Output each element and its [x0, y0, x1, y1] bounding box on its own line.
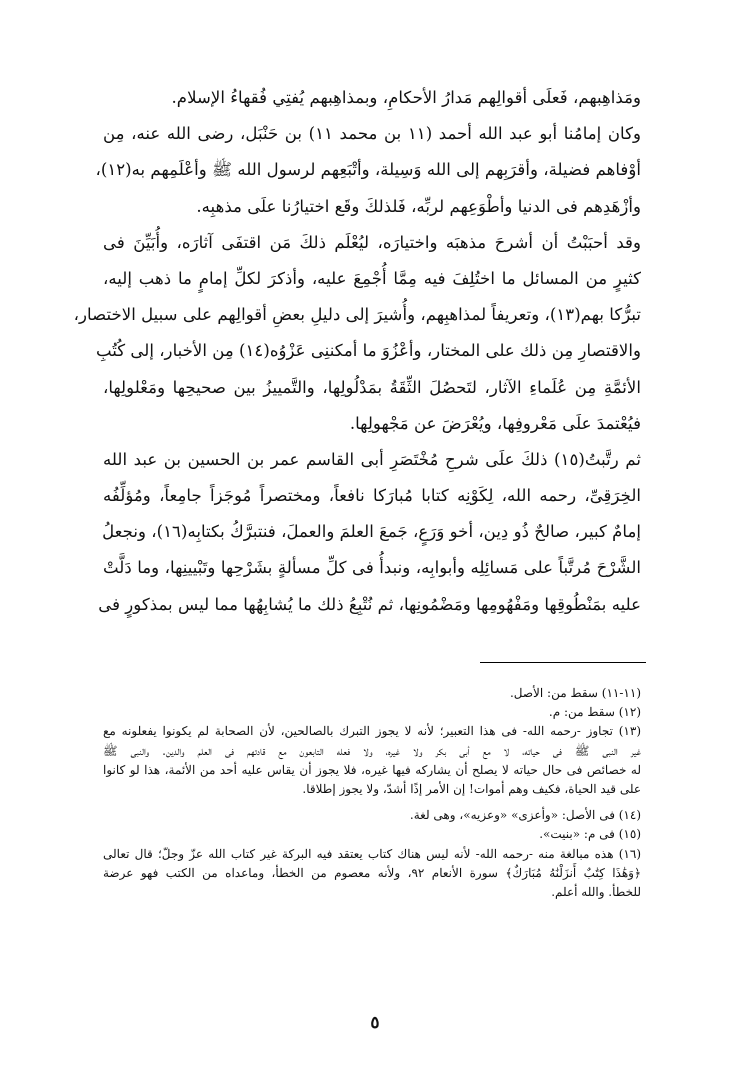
footnote-line: له خصائص فى حال حياته لا يصلح أن يشاركه فيها غيره، فلا يجوز أن يقاس عليه أحد من الأئمة، هذا لو كانوا: [103, 762, 641, 777]
footnote-line: على قيد الحياة، فكيف وهم أموات! إن الأمر إذًا أشدّ، ولا يجوز إطلاقا.: [302, 781, 641, 796]
footnotes: [103, 684, 641, 902]
text-line: عليه بمَنْطُوقِها ومَفْهُومِها ومَضْمُونِها، ثم نُتْبِعُ ذلك ما يُشابِهُها مما ليس بمذكورٍ فى: [98, 594, 641, 614]
footnote-line: (١١-١١) سقط من: الأصل.: [509, 686, 641, 700]
footnote: [103, 825, 641, 844]
footnote: [103, 684, 641, 703]
text-line: والاقتصارِ مِن ذلك على المختار، وأعْزُوَ ما أمكننِى عَزْوُه(١٤) مِن الأخبار، إلى كُتُبِ: [95, 341, 641, 361]
footnote-line: (١٤) فى الأصل: «وأعزى» «وعزيه»، وهى لغة.: [409, 808, 641, 823]
text-line: وقد أحبَبْتُ أن أشرحَ مذهبَه واختيارَه، ليُعْلَم ذلكَ مَن اقتفَى آثارَه، وأُبَيِّنَ فى: [103, 232, 641, 252]
footnote: [103, 722, 641, 799]
text-line: إمامٌ كبير، صالحٌ ذُو دِين، أخو وَرَعٍ، جَمعَ العلمَ والعملَ، فنتبرَّكُ بكتابِه(١٦)، ونجعلُ: [102, 522, 641, 542]
footnote-line: للخطأ. والله أعلم.: [551, 884, 641, 899]
text-line: ومَذاهِبهم، فَعلَى أقوالِهم مَدارُ الأحكامِ، وبمذاهِبهم يُفتِي فُقهاءُ الإسلام.: [171, 88, 641, 107]
text-line: الخِرَقِىِّ، رحمه الله، لِكَوْنِه كتابا مُبارَكا نافعاً، ومختصراً مُوجَزاً جامِعاً، ومُؤلِّفُه: [103, 486, 641, 506]
text-line: الشَّرْحَ مُرتَّباً على مَسائِلِه وأبوابِه، ونبدأُ فى كلِّ مسألةٍ بشَرْحِها وتَبْيينِها، وما دَلَّتْ: [103, 558, 641, 578]
footnote: [103, 703, 641, 722]
footnote-line: (١٦) هذه مبالغة منه -رحمه الله- لأنه ليس هناك كتاب يعتقد فيه البركة غير كتاب الله عزّ وجلّ؛ قال تعالى: [103, 846, 641, 861]
text-line: ثم رتَّبتُ(١٥) ذلكَ علَى شرحِ مُخْتَصَرِ أبى القاسم عمر بن الحسين بن عبد الله: [103, 449, 642, 469]
footnote-line: (١٢) سقط من: م.: [548, 705, 641, 720]
footnote-line: (١٣) تجاوز -رحمه الله- فى هذا التعبير؛ لأنه لا يجوز التبرك بالصالحين، لأن الصحابة لم يكونوا يفعلونه مع: [103, 724, 641, 739]
main-text: [73, 80, 642, 623]
text-line: كثيرٍ من المسائل ما اختُلِفَ فيه مِمَّا أُجْمِعَ عليه، وأذكرَ لكلِّ إمامٍ ما ذهب إليه،: [103, 268, 641, 288]
footnote: [103, 806, 641, 825]
text-line: وكان إمامُنا أبو عبد الله أحمد (١١ بن محمد ١١) بن حَنْبَل، رضى الله عنه، مِن: [103, 124, 641, 144]
footnote: [103, 845, 641, 903]
footnote-line: (١٥) فى م: «بنيت».: [539, 827, 641, 842]
text-line: وأزْهَدِهم فى الدنيا وأطْوَعِهم لربِّه، فَلذلكَ وقَع اختيارُنا علَى مذهبِه.: [196, 196, 641, 216]
footnote-line: ﴿وَهَٰذَا كِتَٰبٌ أَنزَلْنَٰهُ مُبَارَكٌ﴾ سورة الأنعام ٩٢، ولأنه معصوم من الخطأ، وماعداه من الكتب فهو عرضة: [103, 865, 642, 880]
text-line: فيُعْتمدَ علَى مَعْروفِها، ويُعْرَضَ عن مَجْهولِها.: [349, 413, 641, 433]
text-line: تبرُّكا بهم(١٣)، وتعريفاً لمذاهبِهم، وأُشيرَ إلى دليلِ بعضِ أقوالِهم على سبيل الاختصار،: [73, 305, 641, 325]
text-line: الأئمَّةِ مِن عُلَماءِ الآثار، لتَحصُلَ الثِّقَةُ بمَدْلُولِها، والتَّمييزُ بين صحيحِها ومَعْلولِها،: [103, 377, 641, 397]
text-line: أوْفاهم فضيلة، وأقرَبِهم إلى الله وَسِيلة، وأتْبَعِهم لرسول الله ﷺ وأعْلَمِهم به(١٢)،: [95, 160, 641, 180]
footnote-line: غير النبى ﷺ فى حياته، لا مع أبى بكر ولا غيره، ولا فعله التابعون مع قادتهم فى العلم والدين. والنبى ﷺ: [103, 743, 641, 758]
footnote-separator: [480, 662, 646, 663]
page-number: ٥: [370, 1013, 380, 1033]
